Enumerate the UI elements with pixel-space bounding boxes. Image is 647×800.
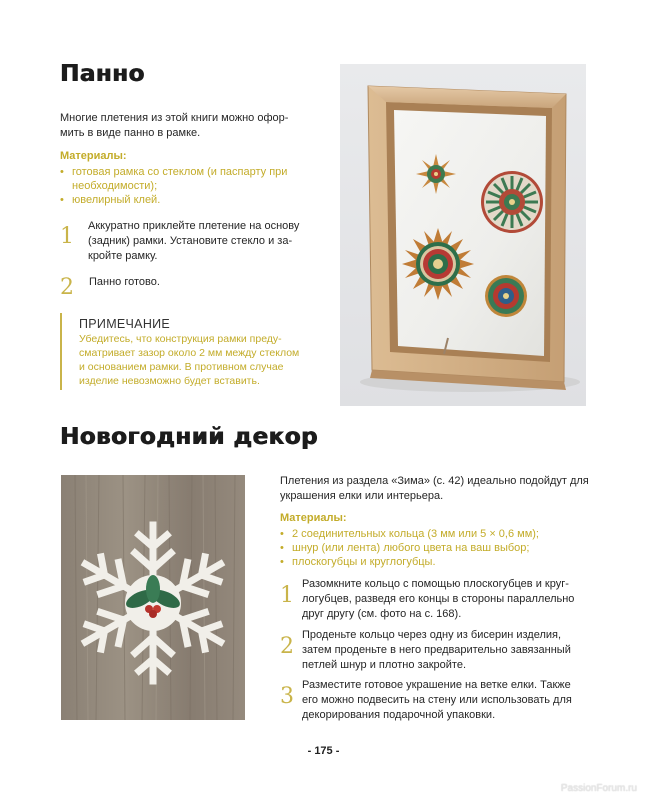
step-line: Панно готово.: [89, 276, 160, 288]
step-text: [88, 219, 323, 264]
note-line: и основанием рамки. В противном случае: [79, 361, 284, 373]
note-line: сматривает зазор около 2 мм между стеклом: [79, 347, 300, 359]
list-item: [280, 527, 590, 541]
list-item-line: • шнур (или лента) любого цвета на ваш выбор;: [292, 542, 530, 554]
step-text: [302, 628, 592, 673]
snowflake-illustration: [61, 475, 245, 720]
list-item-line: • ювелирный клей.: [72, 194, 161, 206]
decor-intro: [280, 474, 590, 504]
decor-materials-list: [280, 527, 590, 569]
note-title: ПРИМЕЧАНИЕ: [79, 317, 171, 331]
list-item-line: • готовая рамка со стеклом (и паспарту при: [72, 166, 288, 178]
list-item-line: • плоскогубцы и круглогубцы.: [292, 556, 436, 568]
step-line: декорирования подарочной упаковки.: [302, 709, 496, 721]
step-number: 2: [280, 634, 294, 659]
decor-step-1: [280, 580, 590, 628]
step-number: 3: [280, 684, 294, 709]
snowflake-photo: [61, 475, 245, 720]
decor-materials-heading: Материалы:: [280, 512, 347, 524]
decor-intro-line: Плетения из раздела «Зима» (с. 42) идеально подойдут для: [280, 475, 589, 487]
step-line: затем проденьте в него предварительно завязанный: [302, 644, 571, 656]
section-title-panno: Панно: [60, 61, 145, 87]
list-item: [280, 541, 590, 555]
step-number: 2: [60, 275, 74, 300]
list-item-line: необходимости);: [72, 180, 158, 192]
panno-intro: [60, 111, 320, 141]
section-title-decor: Новогодний декор: [60, 424, 318, 450]
note-box: [60, 313, 313, 390]
step-line: его можно подвесить на стену или использовать для: [302, 694, 572, 706]
star-ornament-small: [416, 154, 456, 194]
note-text: [79, 332, 315, 388]
step-text: [89, 275, 160, 290]
panno-intro-line: Многие плетения из этой книги можно офор-: [60, 112, 289, 124]
note-line: изделие невозможно будет вставить.: [79, 375, 260, 387]
round-ornament-large: [481, 171, 543, 233]
list-item-line: • 2 соединительных кольца (3 мм или 5 × 0,6 мм);: [292, 528, 539, 540]
step-line: логубцев, разведя его концы в стороны параллельно: [302, 593, 575, 605]
step-number: 1: [60, 224, 74, 249]
step-line: друг другу (см. фото на с. 168).: [302, 608, 462, 620]
decor-intro-line: украшения елки или интерьера.: [280, 490, 444, 502]
watermark: PassionForum.ru: [560, 783, 637, 794]
panno-intro-line: мить в виде панно в рамке.: [60, 127, 201, 139]
step-line: кройте рамку.: [88, 250, 158, 262]
panno-materials-heading: Материалы:: [60, 150, 127, 162]
step-line: Аккуратно приклейте плетение на основу: [88, 220, 300, 232]
panno-materials-list: [60, 165, 320, 207]
step-number: 1: [280, 583, 294, 608]
framed-panel-photo: [340, 64, 586, 406]
decor-step-3: [280, 681, 590, 729]
note-line: Убедитесь, что конструкция рамки преду-: [79, 333, 282, 345]
step-line: петлей шнур и плотно закройте.: [302, 659, 466, 671]
list-item: [60, 193, 320, 207]
step-text: [302, 678, 592, 723]
step-line: (задник) рамки. Установите стекло и за-: [88, 235, 293, 247]
step-line: Разомкните кольцо с помощью плоскогубцев и круг-: [302, 578, 569, 590]
panno-step-2: [60, 275, 320, 305]
decor-step-2: [280, 631, 590, 679]
step-line: Разместите готовое украшение на ветке елки. Также: [302, 679, 571, 691]
round-ornament-small: [485, 275, 527, 317]
framed-panel-illustration: [340, 64, 586, 406]
step-line: Проденьте кольцо через одну из бисерин изделия,: [302, 629, 562, 641]
step-text: [302, 577, 592, 622]
page-number: - 175 -: [307, 745, 340, 757]
list-item: [60, 165, 320, 193]
panno-step-1: [60, 222, 320, 272]
list-item: [280, 555, 590, 569]
